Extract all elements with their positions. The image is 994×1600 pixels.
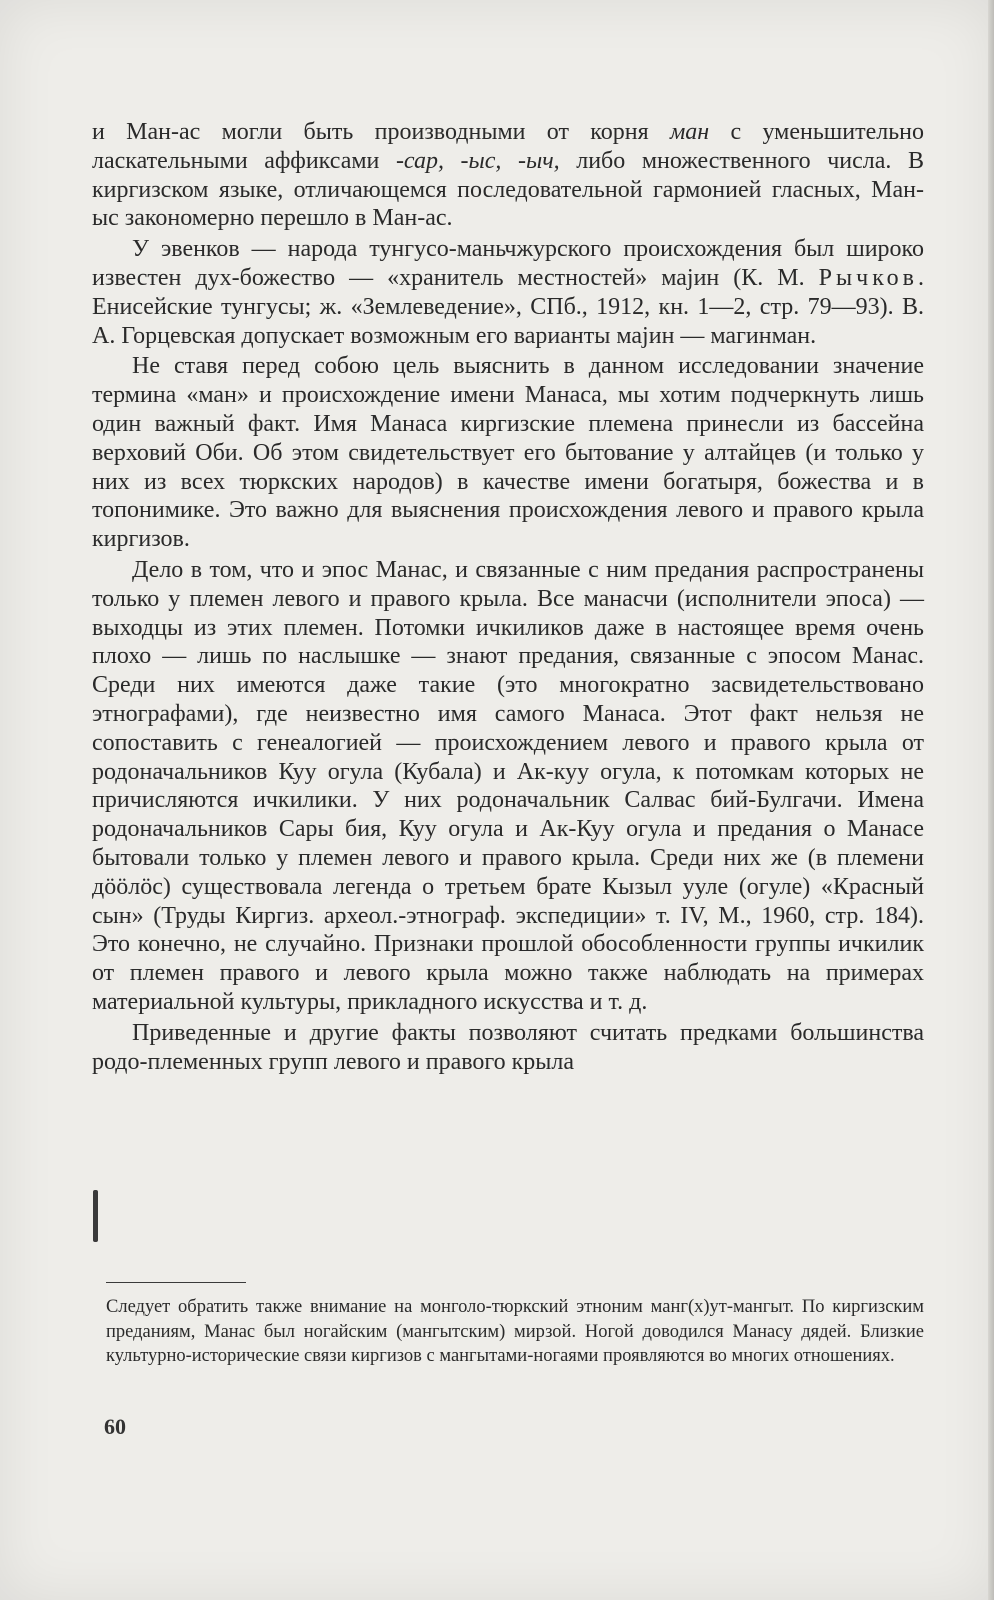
main-text-block bbox=[92, 118, 924, 1078]
page-number: 60 bbox=[104, 1414, 126, 1439]
paragraph-5: Приведенные и другие факты позволяют считать предками большинства родо-племенных групп левого и правого крыла bbox=[92, 1019, 924, 1075]
page-spine-shadow bbox=[988, 0, 994, 1600]
paragraph-4: Дело в том, что и эпос Манас, и связанные с ним предания распространены только у племен левого и правого крыла. Все манасчи (исполнители эпоса) — выходцы из этих племен. Потомки ичкиликов даже в настоящее время очень плохо — лишь по наслышке — знают предания, связанные с эпосом Манас. Среди них имеются даже такие (это многократно засвидетельствовано этнографами), где неизвестно имя самого Манаса. Этот факт нельзя не сопоставить с генеалогией — происхождением левого и правого крыла от родоначальников Куу огула (Кубала) и Ак-куу огула, к потомкам которых не причисляются ичкилики. У них родоначальник Салвас бий-Булгачи. Имена родоначальников Сары бия, Куу огула и Ак-Куу огула и предания о Манасе бытовали только у племен левого и правого крыла. Среди них же (в племени дӧӧлӧс) существовала легенда о третьем брате Кызыл ууле (огуле) «Красный сын» (Труды Киргиз. археол.-этнограф. экспедиции» т. IV, М., 1960, стр. 184). Это конечно, не случайно. Признаки прошлой обособленности группы ичкилик от племен правого и левого крыла можно также наблюдать на примерах материальной культуры, прикладного искусства и т. д. bbox=[92, 556, 924, 1015]
author-name-spaced: Рычков bbox=[818, 264, 918, 291]
italic-term-man: ман bbox=[669, 119, 710, 145]
footnote: Следует обратить также внимание на монголо-тюркский этноним манг(х)ут-мангыт. По киргизским преданиям, Манас был ногайским (мангытским) мирзой. Ногой доводился Манасу дядей. Близкие культурно-исторические связи киргизов с мангытами-ногаями проявляются во многих отношениях. bbox=[106, 1297, 924, 1366]
paragraph-3: Не ставя перед собою цель выяснить в данном исследовании значение термина «ман» и происхождение имени Манаса, мы хотим подчеркнуть лишь один важный факт. Имя Манаса киргизские племена принесли из бассейна верховий Оби. Об этом свидетельствует его бытование у алтайцев (и только у них из всех тюркских народов) в качестве имени богатыря, божества и в топонимике. Это важно для выяснения происхождения левого и правого крыла киргизов. bbox=[92, 353, 924, 553]
footnote-separator bbox=[106, 1282, 246, 1283]
paragraph-1: и Ман-ас могли быть производными от корня ман с уменьшительно ласкательными аффиксами -сар, -ыс, -ыч, либо множественного числа. В киргизском языке, отличающемся последовательной гармонией гласных, Ман-ыс закономерно перешло в Ман-ас. bbox=[92, 119, 924, 232]
margin-pencil-mark bbox=[93, 1190, 98, 1242]
paragraph-2: У эвенков — народа тунгусо-маньчжурского происхождения был широко известен дух-божество — «хранитель местностей» мајин (К. М. Рычков. Енисейские тунгусы; ж. «Землеведение», СПб., 1912, кн. 1—2, стр. 79—93). В. А. Горцевская допускает возможным его варианты мајин — магинман. bbox=[92, 236, 924, 349]
italic-affixes: -сар, -ыс, -ыч, bbox=[395, 147, 560, 174]
